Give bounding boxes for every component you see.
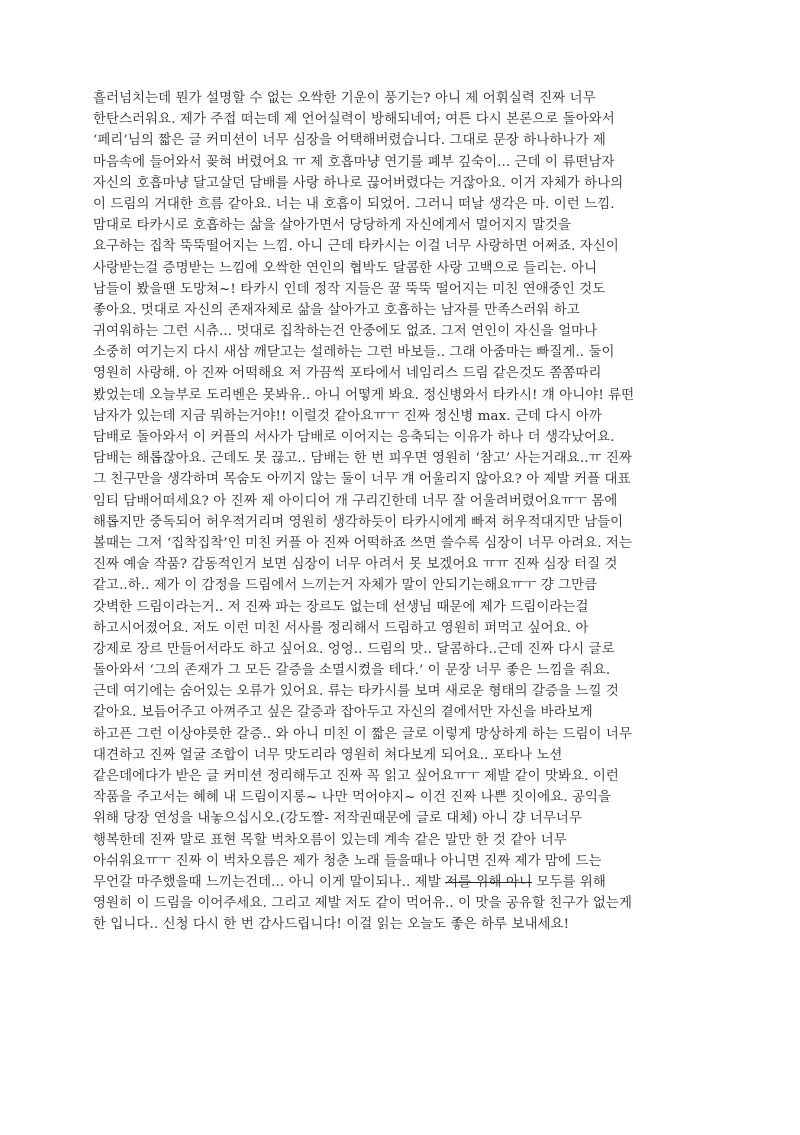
text-segment: 모두를 위해	[532, 874, 606, 890]
text-line: 귀여워하는 그런 시츄... 멋대로 집착하는건 안중에도 없죠. 그저 연인이 자신을 얼마나	[93, 324, 598, 340]
text-line: 그 친구만을 생각하며 목숨도 아끼지 않는 둘이 너무 걔 어울리지 않아요? 아 제발 커플 대표	[93, 472, 631, 488]
text-segment: 무언갈 마주했을때 느끼는건데... 아니 이게 말이되나.. 제발	[93, 874, 446, 890]
text-line: 마음속에 들어와서 꽂혀 버렸어요 ㅠ 제 호흡마냥 연기를 폐부 깊숙이... 근데 이 류떤남자	[93, 154, 615, 170]
text-line: 돌아와서 ‘그의 존재가 그 모든 갈증을 소멸시켰을 테다.’ 이 문장 너무 좋은 느낌을 줘요.	[93, 663, 611, 679]
text-line: 진짜 예술 작품? 감동적인거 보면 심장이 너무 아려서 못 보겠어요 ㅠㅠ 진짜 심장 터질 것	[93, 557, 618, 573]
text-line: 볼때는 그저 ‘집착집착’인 미친 커플 아 진짜 어떡하죠 쓰면 쓸수록 심장이 너무 아려요. 저는	[93, 535, 632, 551]
text-line: 행복한데 진짜 말로 표현 목할 벅차오름이 있는데 계속 같은 말만 한 것 같아 너무	[93, 832, 567, 848]
text-line: 영원히 사랑해. 아 진짜 어떡해요 저 가끔씩 포타에서 네임리스 드림 같은것도 쫌쫌따리	[93, 366, 602, 382]
text-line: 같고..하.. 제가 이 감정을 드림에서 느끼는거 자체가 말이 안되기는해요ㅠㅜ 걍 그만큼	[93, 578, 598, 594]
text-line: 대견하고 진짜 얼굴 조합이 너무 맛도리라 영원히 쳐다보게 되어요.. 포타나 노션	[93, 747, 563, 763]
text-line: 같은데에다가 받은 글 커미션 정리해두고 진짜 꼭 읽고 싶어요ㅠㅜ 제발 같이 맛봐요. 이런	[93, 769, 619, 784]
text-line: 해롭지만 중독되어 허우적거리며 영원히 생각하듯이 타카시에게 빠져 허우적대지만 남들이	[93, 514, 624, 530]
text-line: 남자가 있는데 지금 뭐하는거야!! 이럴것 같아요ㅠㅜ 진짜 정신병 max. 근데 다시 아까	[93, 408, 602, 424]
text-line: 사랑받는걸 증명받는 느낌에 오싹한 연인의 협박도 달콤한 사랑 고백으로 들리는. 아니	[93, 260, 598, 276]
text-line: 소중히 여기는지 다시 새삼 깨닫고는 설레하는 그런 바보들.. 그래 아줌마는 빠질게.. 둘이	[93, 345, 615, 361]
text-line-with-strikethrough	[93, 872, 713, 893]
text-line: 작품을 주고서는 혜혜 내 드림이지롱~ 나만 먹어야지~ 이건 진짜 나쁜 짓이에요. 공익을	[93, 790, 612, 806]
text-line: 남들이 봤을땐 도망쳐~! 타카시 인데 정작 지들은 꿀 뚝뚝 떨어지는 미친 연애중인 것도	[93, 281, 606, 297]
strikethrough-text: 저를 위해 아니	[445, 874, 533, 890]
text-line: 임티 담배어떠세요? 아 진짜 제 아이디어 개 구리긴한데 너무 잘 어울려버렸어요ㅠㅜ 몸에	[93, 493, 618, 509]
text-line: 요구하는 집착 뚝뚝떨어지는 느낌. 아니 근데 타카시는 이걸 너무 사랑하면 어쩌죠. 자신이	[93, 239, 619, 255]
text-line: 갓벽한 드림이라는거.. 저 진짜 파는 장르도 없는데 선생님 때문에 제가 드림이라는걸	[93, 599, 589, 615]
text-line: 하고픈 그런 이상야릇한 갈증.. 와 아니 미친 이 짧은 글로 이렇게 망상하게 하는 드림이 너무	[93, 726, 632, 742]
text-line: 같아요. 보듬어주고 아껴주고 싶은 갈증과 잡아두고 자신의 곁에서만 자신을 바라보게	[93, 705, 593, 721]
text-line: 강제로 장르 만들어서라도 하고 싶어요. 엉엉.. 드림의 맛.. 달콤하다..근데 진짜 다시 글로	[93, 641, 615, 657]
text-line: 흘러넘치는데 뭔가 설명할 수 없는 오싹한 기운이 풍기는? 아니 제 어휘실력 진짜 너무	[93, 91, 596, 106]
text-line: 이 드림의 거대한 흐름 같아요. 너는 내 호흡이 되었어. 그러니 떠날 생각은 마. 이런 느낌.	[93, 196, 615, 212]
text-line: 근데 여기에는 숨어있는 오류가 있어요. 류는 타카시를 보며 새로운 형태의 갈증을 느낄 것	[93, 684, 619, 700]
text-line: 영원히 이 드림을 이어주세요. 그리고 제발 저도 같이 먹어유.. 이 맛을 공유할 친구가 없는게	[93, 896, 632, 912]
text-line: 담배는 해롭잖아요. 근데도 못 끊고.. 담배는 한 번 피우면 영원히 ‘참고’ 사는거래요..ㅠ 진짜	[93, 451, 633, 467]
document-body	[93, 88, 713, 936]
text-line: 맘대로 타카시로 호흡하는 삶을 살아가면서 당당하게 자신에게서 멀어지지 말것을	[93, 218, 572, 234]
text-line: 하고시어졌어요. 저도 이런 미친 서사를 정리해서 드림하고 영원히 퍼먹고 싶어요. 아	[93, 620, 589, 636]
text-line: 한탄스러워요. 제가 주접 떠는데 제 언어실력이 방해되네여; 여튼 다시 본론으로 돌아와서	[93, 112, 615, 128]
text-line: 담배로 돌아와서 이 커플의 서사가 담배로 이어지는 응축되는 이유가 하나 더 생각났어요.	[93, 430, 615, 445]
text-line: 봤었는데 오늘부로 도리벤은 못봐유.. 아니 어떻게 봐요. 정신병와서 타카시! 걔 아니야! 류떤	[93, 387, 635, 403]
text-line: 위해 당장 연성을 내놓으십시오.(강도짤- 저작권때문에 글로 대체) 아니 걍 너무너무	[93, 811, 583, 827]
text-line: 아쉬워요ㅠㅜ 진짜 이 벅차오름은 제가 청춘 노래 들을때나 아니면 진짜 제가 맘에 드는	[93, 853, 602, 869]
text-line: 좋아요. 멋대로 자신의 존재자체로 삶을 살아가고 호흡하는 남자를 만족스러워 하고	[93, 302, 580, 318]
text-line: 한 입니다.. 신청 다시 한 번 감사드립니다! 이걸 읽는 오늘도 좋은 하루 보내세요!	[93, 917, 570, 933]
text-line: 자신의 호흡마냥 달고살던 담배를 사랑 하나로 끊어버렸다는 거잖아요. 이거 자체가 하나의	[93, 175, 624, 191]
text-line: ‘페리’님의 짧은 글 커미션이 너무 심장을 어택해버렸습니다. 그대로 문장 하나하나가 제	[93, 133, 606, 149]
